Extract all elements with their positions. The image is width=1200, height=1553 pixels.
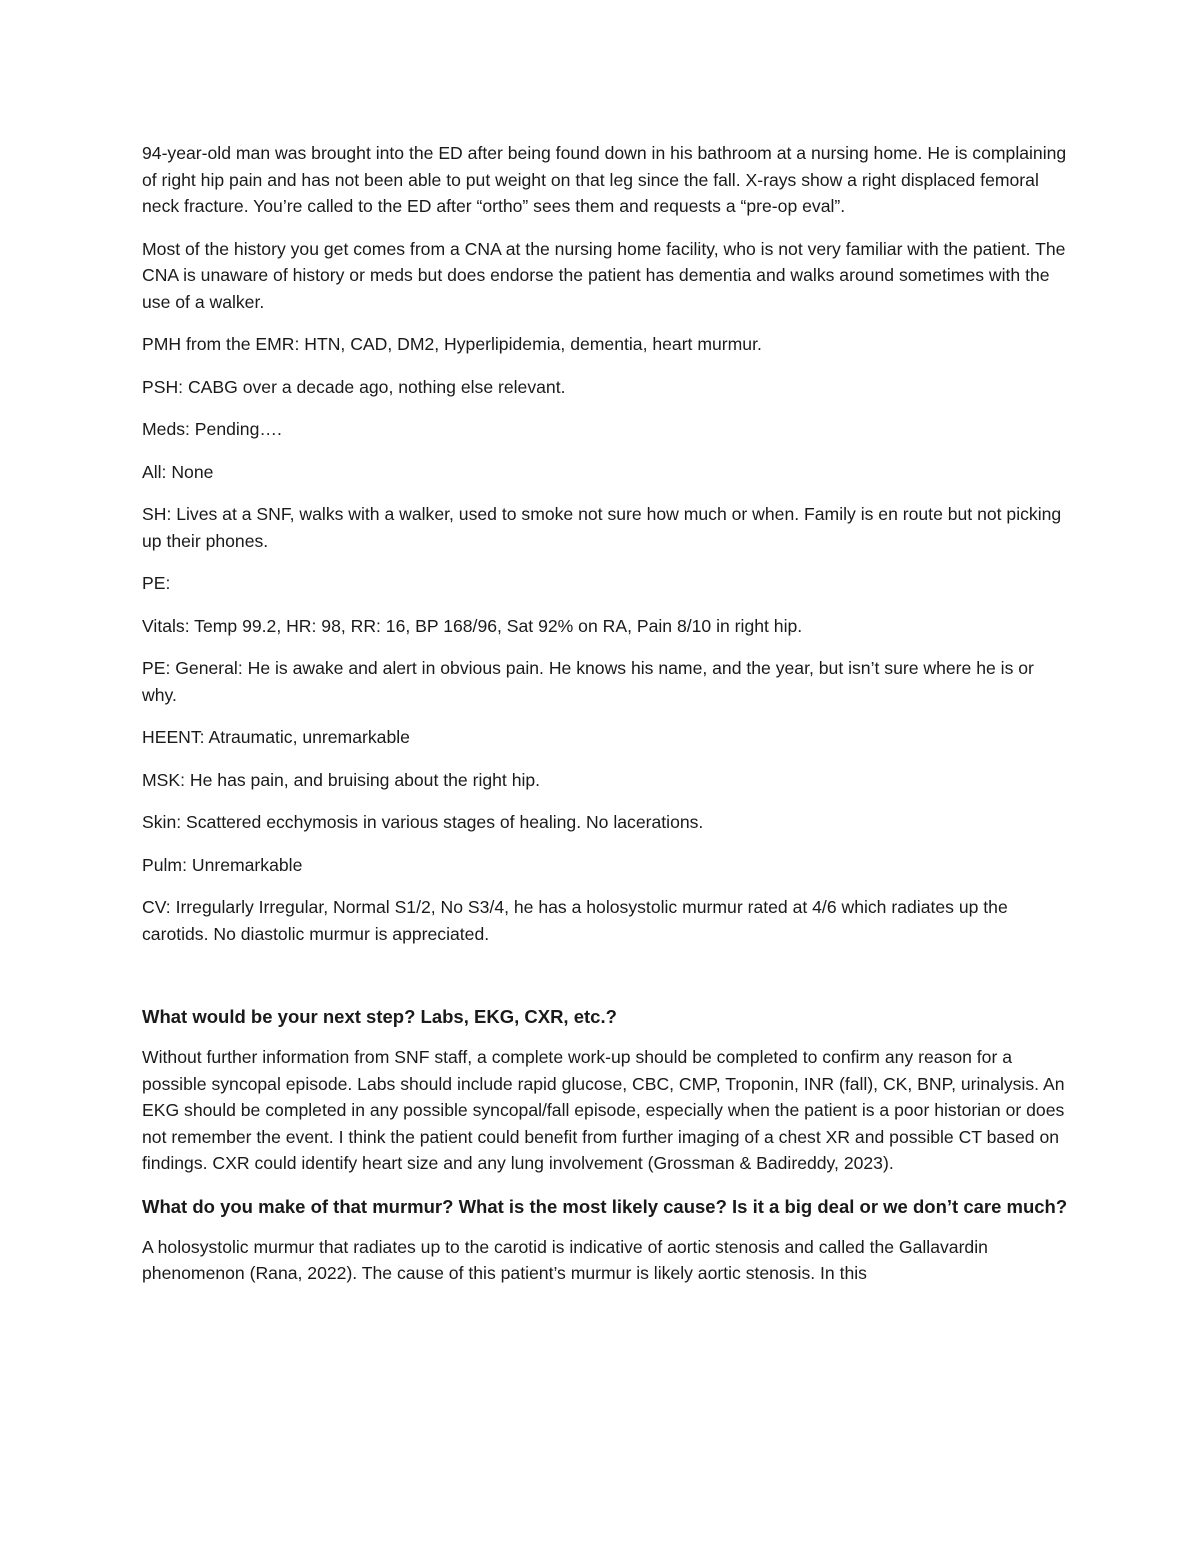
- pulm-line: Pulm: Unremarkable: [142, 854, 303, 875]
- skin-line: Skin: Scattered ecchymosis in various stages of healing. No lacerations.: [142, 812, 704, 832]
- pe-general-line: PE: General: He is awake and alert in obvious pain. He knows his name, and the year, but isn’t sure where he is or why.: [142, 658, 1034, 705]
- social-history-line: SH: Lives at a SNF, walks with a walker, used to smoke not sure how much or when. Family is en route but not picking up their phones.: [142, 504, 1062, 551]
- psh-line: PSH: CABG over a decade ago, nothing else relevant.: [142, 376, 566, 397]
- heent-line: HEENT: Atraumatic, unremarkable: [142, 727, 410, 747]
- answer-next-step: Without further information from SNF staff, a complete work-up should be completed to confirm any reason for a possible syncopal episode. Labs should include rapid glucose, CBC, CMP, Troponin, INR (fall), CK, BNP, urinalysis. An EKG should be completed in any possible syncopal/fall episode, especially when the patient is a poor historian or does not remember the event. I think the patient could benefit from further imaging of a chest XR and possible CT based on findings. CXR could identify heart size and any lung involvement (Grossman & Badireddy, 2023).: [142, 1047, 1065, 1173]
- vitals-line: Vitals: Temp 99.2, HR: 98, RR: 16, BP 168/96, Sat 92% on RA, Pain 8/10 in right hip.: [142, 615, 803, 636]
- history-source-paragraph: Most of the history you get comes from a CNA at the nursing home facility, who is not very familiar with the patient. The CNA is unaware of history or meds but does endorse the patient has dementia and walks around sometimes with the use of a walker.: [142, 238, 1066, 312]
- pe-label: PE:: [142, 573, 171, 593]
- msk-line: MSK: He has pain, and bruising about the right hip.: [142, 769, 541, 790]
- document-page: [142, 140, 1072, 1303]
- question-heading-next-step: What would be your next step? Labs, EKG, CXR, etc.?: [142, 1006, 617, 1027]
- pmh-line: PMH from the EMR: HTN, CAD, DM2, Hyperlipidemia, dementia, heart murmur.: [142, 334, 762, 354]
- answer-murmur: A holosystolic murmur that radiates up to the carotid is indicative of aortic stenosis and called the Gallavardin phenomenon (Rana, 2022). The cause of this patient’s murmur is likely aortic stenosis. In this: [142, 1236, 988, 1283]
- case-presentation-paragraph: 94-year-old man was brought into the ED after being found down in his bathroom at a nursing home. He is complaining of right hip pain and has not been able to put weight on that leg since the fall. X-rays show a right displaced femoral neck fracture. You’re called to the ED after “ortho” sees them and requests a “pre-op eval”.: [142, 143, 1067, 216]
- allergies-line: All: None: [142, 461, 214, 482]
- cv-line: CV: Irregularly Irregular, Normal S1/2, No S3/4, he has a holosystolic murmur rated at 4/6 which radiates up the carotids. No diastolic murmur is appreciated.: [142, 897, 1008, 944]
- question-heading-murmur: What do you make of that murmur? What is the most likely cause? Is it a big deal or we don’t care much?: [142, 1195, 1068, 1217]
- meds-line: Meds: Pending….: [142, 419, 282, 439]
